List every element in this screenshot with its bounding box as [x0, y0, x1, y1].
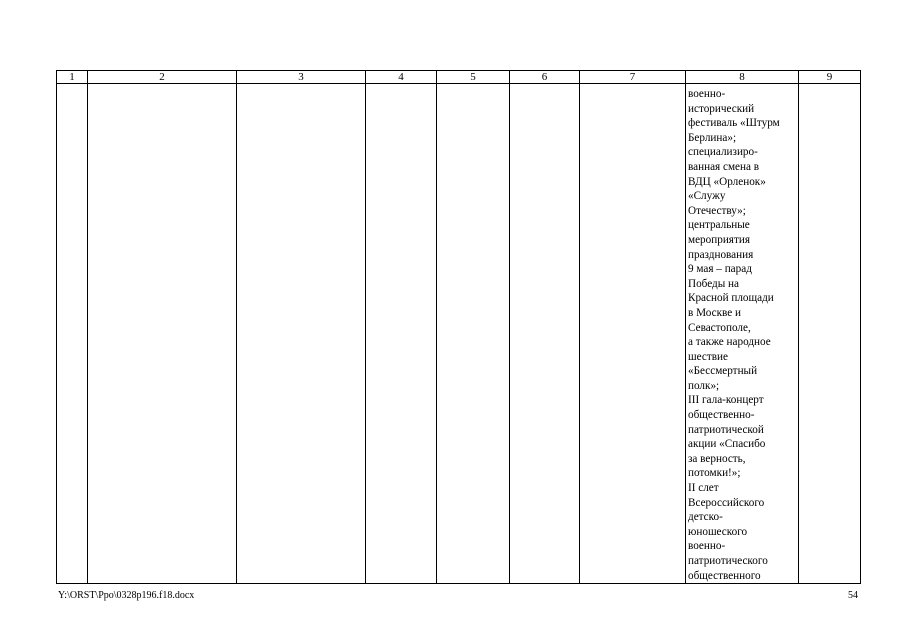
text-line: Севастополе,	[688, 321, 751, 334]
text-line: III гала-концерт	[688, 394, 764, 407]
event-description-text	[686, 84, 798, 583]
table-cell-col1	[57, 84, 88, 584]
text-line: 9 мая – парад	[688, 263, 752, 276]
text-line: ванная смена в	[688, 160, 760, 173]
text-line: детско-	[688, 511, 723, 524]
text-line: II слет	[688, 482, 719, 495]
text-line: мероприятия	[688, 233, 750, 246]
text-line: за верность,	[688, 452, 746, 465]
column-header-8: 8	[686, 71, 799, 84]
text-line: «Бессмертный	[688, 365, 758, 378]
column-header-5: 5	[437, 71, 510, 84]
page-number: 54	[848, 590, 858, 601]
text-line: центральные	[688, 219, 750, 232]
column-header-6: 6	[510, 71, 580, 84]
text-line: Красной площади	[688, 292, 774, 305]
text-line: исторический	[688, 102, 755, 115]
table-cell-col7	[580, 84, 686, 584]
table-row	[57, 84, 861, 584]
column-header-3: 3	[237, 71, 366, 84]
text-line: Берлина»;	[688, 131, 737, 144]
text-line: общественного	[688, 569, 761, 582]
text-line: общественно-	[688, 409, 755, 422]
text-line: потомки!»;	[688, 467, 741, 480]
text-line: специализиро-	[688, 146, 758, 159]
header-row	[57, 71, 861, 84]
text-line: фестиваль «Штурм	[688, 117, 780, 130]
data-table	[56, 70, 861, 584]
table-cell-col5	[437, 84, 510, 584]
column-header-9: 9	[799, 71, 861, 84]
table-cell-col6	[510, 84, 580, 584]
text-line: Отечеству»;	[688, 204, 746, 217]
table-cell-col4	[366, 84, 437, 584]
text-line: акции «Спасибо	[688, 438, 766, 451]
text-line: «Служу	[688, 190, 726, 203]
text-line: ВДЦ «Орленок»	[688, 175, 766, 188]
table-cell-col9	[799, 84, 861, 584]
table-cell-col8	[686, 84, 799, 584]
text-line: в Москве и	[688, 306, 741, 319]
column-header-1: 1	[57, 71, 88, 84]
footer-file-path: Y:\ORST\Ppo\0328p196.f18.docx	[58, 590, 195, 601]
table-cell-col2	[88, 84, 237, 584]
text-line: патриотической	[688, 423, 764, 436]
text-line: полк»;	[688, 379, 720, 392]
column-header-2: 2	[88, 71, 237, 84]
text-line: военно-	[688, 540, 726, 553]
text-line: а также народное	[688, 336, 771, 349]
text-line: шествие	[688, 350, 728, 363]
text-line: Всероссийского	[688, 496, 765, 509]
text-line: военно-	[688, 88, 726, 100]
column-header-7: 7	[580, 71, 686, 84]
text-line: празднования	[688, 248, 754, 261]
text-line: юношеского	[688, 525, 748, 538]
column-header-4: 4	[366, 71, 437, 84]
text-line: патриотического	[688, 555, 768, 567]
table-cell-col3	[237, 84, 366, 584]
text-line: Победы на	[688, 277, 739, 290]
